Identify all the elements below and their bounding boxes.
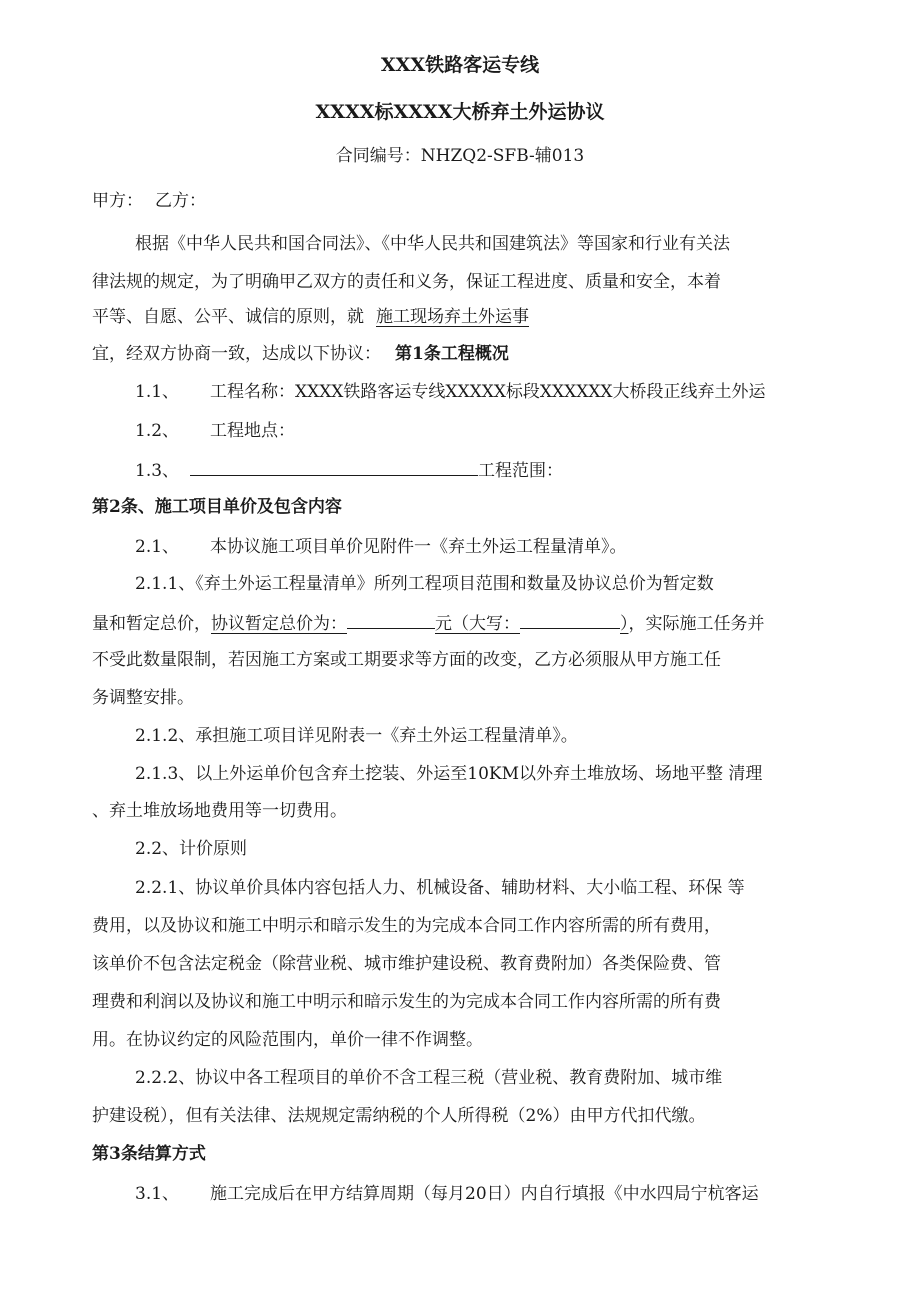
closing-paren: ） (620, 614, 629, 634)
item-2-1-1-text: 量和暂定总价， (92, 614, 211, 634)
item-2-2-1-line-4: 理费和利润以及协议和施工中明示和暗示发生的为完成本合同工作内容所需的所有费 (92, 992, 721, 1012)
intro-line-4 (92, 342, 509, 366)
party-a-label: 甲方： (92, 191, 143, 211)
item-2-1-1-line-1: 2.1.1、《弃土外运工程量清单》所列工程项目范围和数量及协议总价为暂定数 (135, 574, 714, 594)
blank-underline (190, 457, 478, 476)
item-3-1 (135, 1182, 759, 1206)
item-1-1 (135, 380, 766, 404)
contract-number: 合同编号：NHZQ2-SFB-辅013 (335, 146, 585, 166)
item-3-1-number: 3.1、 (135, 1184, 180, 1204)
item-1-1-number: 1.1、 (135, 382, 180, 402)
item-3-1-text: 施工完成后在甲方结算周期（每月20日）内自行填报《中水四局宁杭客运 (210, 1184, 759, 1204)
intro-line-3-underlined: 施工现场弃土外运事 (376, 307, 529, 327)
item-2-1-1-line-2 (92, 610, 765, 636)
uppercase-amount-blank (520, 610, 620, 629)
item-2-1-1-line-3: 不受此数量限制，若因施工方案或工期要求等方面的改变，乙方必须服从甲方施工任 (92, 650, 721, 670)
item-2-1 (135, 535, 627, 559)
item-1-3-number: 1.3、 (135, 461, 180, 481)
item-2-1-1-text-end: ，实际施工任务并 (628, 614, 765, 634)
item-2-1-1-line-4: 务调整安排。 (92, 688, 194, 708)
item-1-1-text: 工程名称：XXXX铁路客运专线XXXXX标段XXXXXX大桥段正线弃土外运 (210, 382, 766, 402)
document-title: XXX铁路客运专线 (380, 54, 540, 76)
item-2-1-number: 2.1、 (135, 537, 180, 557)
intro-line-4-text: 宜，经双方协商一致，达成以下协议： (92, 344, 381, 364)
total-price-blank (347, 610, 435, 629)
intro-line-2: 律法规的规定，为了明确甲乙双方的责任和义务，保证工程进度、质量和安全，本着 (92, 272, 721, 292)
item-1-2-text: 工程地点： (210, 421, 295, 441)
item-2-1-text: 本协议施工项目单价见附件一《弃土外运工程量清单》。 (210, 537, 627, 557)
item-2-2-2-line-2: 护建设税），但有关法律、法规规定需纳税的个人所得税（2%）由甲方代扣代缴。 (92, 1106, 706, 1126)
section-1-heading: 第1条工程概况 (395, 344, 509, 364)
section-2-heading: 第2条、施工项目单价及包含内容 (92, 497, 342, 517)
item-1-2 (135, 419, 295, 443)
item-2-2-1-line-1: 2.2.1、协议单价具体内容包括人力、机械设备、辅助材料、大小临工程、环保 等 (135, 878, 745, 898)
item-2-1-2: 2.1.2、承担施工项目详见附表一《弃土外运工程量清单》。 (135, 726, 578, 746)
party-line (92, 189, 206, 213)
item-2-1-3-line-1: 2.1.3、以上外运单价包含弃土挖装、外运至10KM以外弃土堆放场、场地平整 清理 (135, 764, 763, 784)
intro-line-3 (92, 305, 529, 329)
uppercase-amount-label: 元（大写： (435, 614, 520, 634)
section-3-heading: 第3条结算方式 (92, 1144, 206, 1164)
item-2-1-3-line-2: 、弃土堆放场地费用等一切费用。 (92, 801, 347, 821)
item-2-2-1-line-3: 该单价不包含法定税金（除营业税、城市维护建设税、教育费附加）各类保险费、管 (92, 954, 721, 974)
item-1-3-text: 工程范围： (478, 461, 563, 481)
item-2-2-1-line-5: 用。在协议约定的风险范围内，单价一律不作调整。 (92, 1030, 483, 1050)
item-2-2-2-line-1: 2.2.2、协议中各工程项目的单价不含工程三税（营业税、教育费附加、城市维 (135, 1068, 723, 1088)
item-1-3 (135, 457, 563, 483)
intro-line-3-text: 平等、自愿、公平、诚信的原则，就 (92, 307, 364, 327)
total-price-label: 协议暂定总价为： (211, 614, 347, 634)
document-subtitle: XXXX标XXXX大桥弃土外运协议 (315, 101, 605, 123)
item-2-2-1-line-2: 费用，以及协议和施工中明示和暗示发生的为完成本合同工作内容所需的所有费用， (92, 916, 721, 936)
item-1-2-number: 1.2、 (135, 421, 180, 441)
intro-line-1: 根据《中华人民共和国合同法》、《中华人民共和国建筑法》等国家和行业有关法 (135, 234, 730, 254)
item-2-2: 2.2、计价原则 (135, 839, 248, 859)
party-b-label: 乙方： (155, 191, 206, 211)
